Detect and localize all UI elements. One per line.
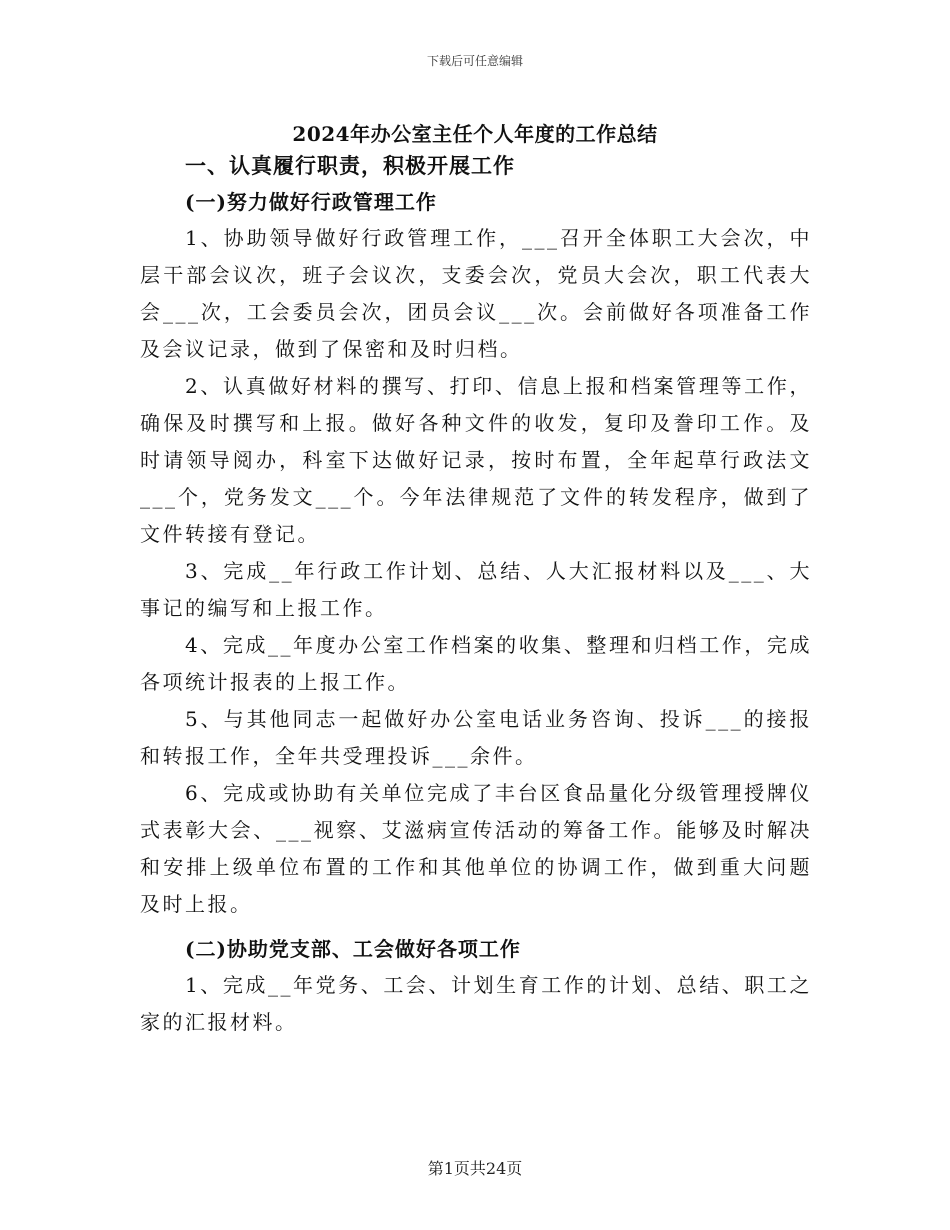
subsection-heading: (一)努力做好行政管理工作 [185, 190, 437, 214]
paragraph: 1、协助领导做好行政管理工作，___召开全体职工大会次，中层干部会议次，班子会议次，支委会次，党员大会次，职工代表大会___次，工会委员会次，团员会议___次。会前做好各项准备工作及会议记录，做到了保密和及时归档。 [140, 226, 812, 361]
paragraph: 2、认真做好材料的撰写、打印、信息上报和档案管理等工作，确保及时撰写和上报。做好各种文件的收发，复印及誊印工作。及时请领导阅办，科室下达做好记录，按时布置，全年起草行政法文___个，党务发文___个。今年法律规范了文件的转发程序，做到了文件转接有登记。 [140, 374, 812, 546]
paragraph: 6、完成或协助有关单位完成了丰台区食品量化分级管理授牌仪式表彰大会、___视察、艾滋病宣传活动的筹备工作。能够及时解决和安排上级单位布置的工作和其他单位的协调工作，做到重大问题及时上报。 [140, 781, 812, 916]
document-body [140, 148, 812, 1041]
paragraph: 4、完成__年度办公室工作档案的收集、整理和归档工作，完成各项统计报表的上报工作。 [140, 633, 812, 694]
subsection-heading: (二)协助党支部、工会做好各项工作 [185, 937, 521, 961]
paragraph: 1、完成__年党务、工会、计划生育工作的计划、总结、职工之家的汇报材料。 [140, 973, 812, 1034]
paragraph: 3、完成__年行政工作计划、总结、人大汇报材料以及___、大事记的编写和上报工作。 [140, 559, 812, 620]
page-number: 第1页共24页 [427, 1159, 523, 1178]
page-title: 2024年办公室主任个人年度的工作总结 [292, 122, 658, 146]
paragraph: 5、与其他同志一起做好办公室电话业务咨询、投诉___的接报和转报工作，全年共受理投诉___余件。 [140, 707, 812, 768]
header-note: 下载后可任意编辑 [426, 54, 523, 68]
section-heading: 一、认真履行职责，积极开展工作 [185, 153, 515, 178]
